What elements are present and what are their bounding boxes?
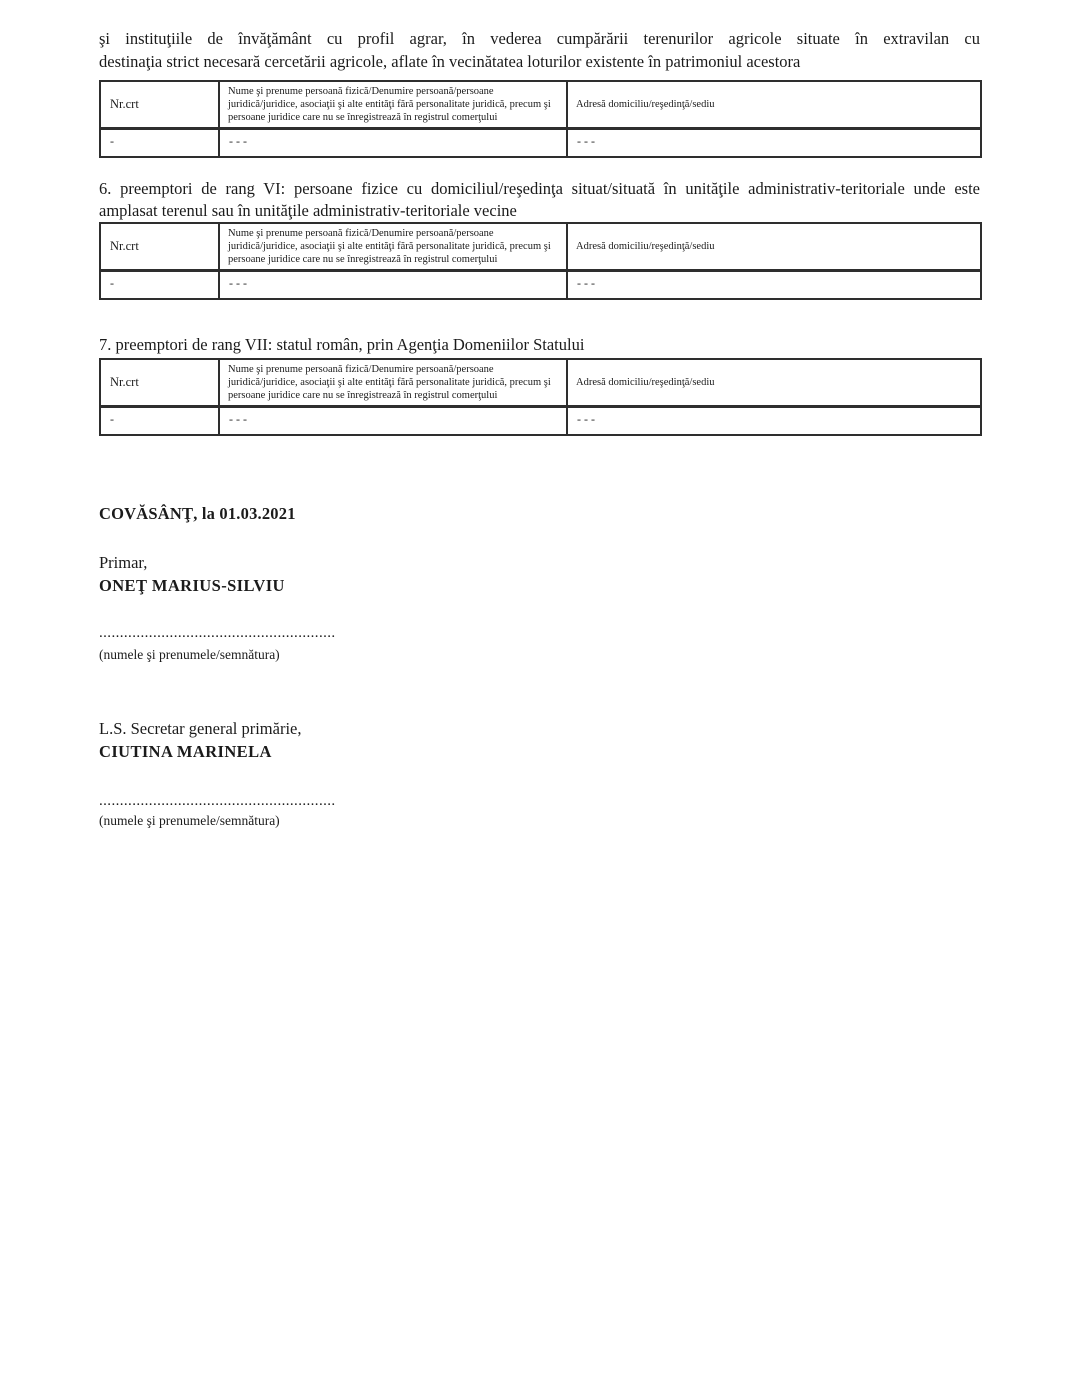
cell-nr: - — [100, 271, 219, 299]
signature-dotted-line: ......................................................... — [99, 625, 336, 641]
table-row — [100, 129, 981, 157]
cell-address: - - - — [567, 271, 981, 299]
col-header-name: Nume şi prenume persoană fizică/Denumire persoană/persoane juridică/juridice, asociaţii şi alte entităţi fără personalitate juridică, precum şi persoane juridice care nu se înregistrează în registrul comerţului — [219, 223, 567, 271]
rank5-paragraph-continuation: destinaţia strict necesară cercetării agricole, aflate în vecinătatea loturilor existente în patrimoniul acestora — [99, 52, 801, 71]
cell-name: - - - — [219, 129, 567, 157]
place-date: COVĂSÂNŢ, la 01.03.2021 — [99, 504, 296, 523]
preemptors-table-rank6 — [99, 222, 982, 300]
table-row — [100, 407, 981, 435]
preemptors-table-rank5 — [99, 80, 982, 158]
signature-dotted-line: ......................................................... — [99, 793, 336, 809]
cell-name: - - - — [219, 271, 567, 299]
col-header-address: Adresă domiciliu/reşedinţă/sediu — [567, 223, 981, 271]
signature-caption: (numele şi prenumele/semnătura) — [99, 813, 280, 828]
col-header-name: Nume şi prenume persoană fizică/Denumire persoană/persoane juridică/juridice, asociaţii şi alte entităţi fără personalitate juridică, precum şi persoane juridice care nu se înregistrează în registrul comerţului — [219, 81, 567, 129]
cell-nr: - — [100, 407, 219, 435]
cell-address: - - - — [567, 129, 981, 157]
cell-nr: - — [100, 129, 219, 157]
signatory-name-secretar: CIUTINA MARINELA — [99, 742, 272, 761]
signature-caption: (numele şi prenumele/semnătura) — [99, 647, 280, 662]
rank7-heading: 7. preemptori de rang VII: statul român, prin Agenţia Domeniilor Statului — [99, 335, 585, 354]
cell-address: - - - — [567, 407, 981, 435]
signatory-role-primar: Primar, — [99, 553, 148, 572]
col-header-nr: Nr.crt — [100, 223, 219, 271]
signatory-name-primar: ONEŢ MARIUS-SILVIU — [99, 576, 285, 595]
table-header-row — [100, 223, 981, 271]
col-header-address: Adresă domiciliu/reşedinţă/sediu — [567, 81, 981, 129]
cell-name: - - - — [219, 407, 567, 435]
table-row — [100, 271, 981, 299]
col-header-name: Nume şi prenume persoană fizică/Denumire persoană/persoane juridică/juridice, asociaţii şi alte entităţi fără personalitate juridică, precum şi persoane juridice care nu se înregistrează în registrul comerţului — [219, 359, 567, 407]
table-header-row — [100, 81, 981, 129]
clipped-paragraph-text: şi instituţiile de învăţământ cu profil agrar, în vederea cumpărării terenurilor agricole situate în extravilan cu — [99, 29, 980, 48]
rank6-heading-line1: 6. preemptori de rang VI: persoane fizice cu domiciliul/reşedinţa situat/situată în unităţile administrativ-teritoriale unde este — [99, 179, 980, 198]
table-header-row — [100, 359, 981, 407]
col-header-nr: Nr.crt — [100, 81, 219, 129]
signatory-role-secretar: L.S. Secretar general primărie, — [99, 719, 302, 738]
col-header-address: Adresă domiciliu/reşedinţă/sediu — [567, 359, 981, 407]
col-header-nr: Nr.crt — [100, 359, 219, 407]
preemptors-table-rank7 — [99, 358, 982, 436]
rank6-heading-line2: amplasat terenul sau în unităţile administrativ-teritoriale vecine — [99, 201, 517, 220]
